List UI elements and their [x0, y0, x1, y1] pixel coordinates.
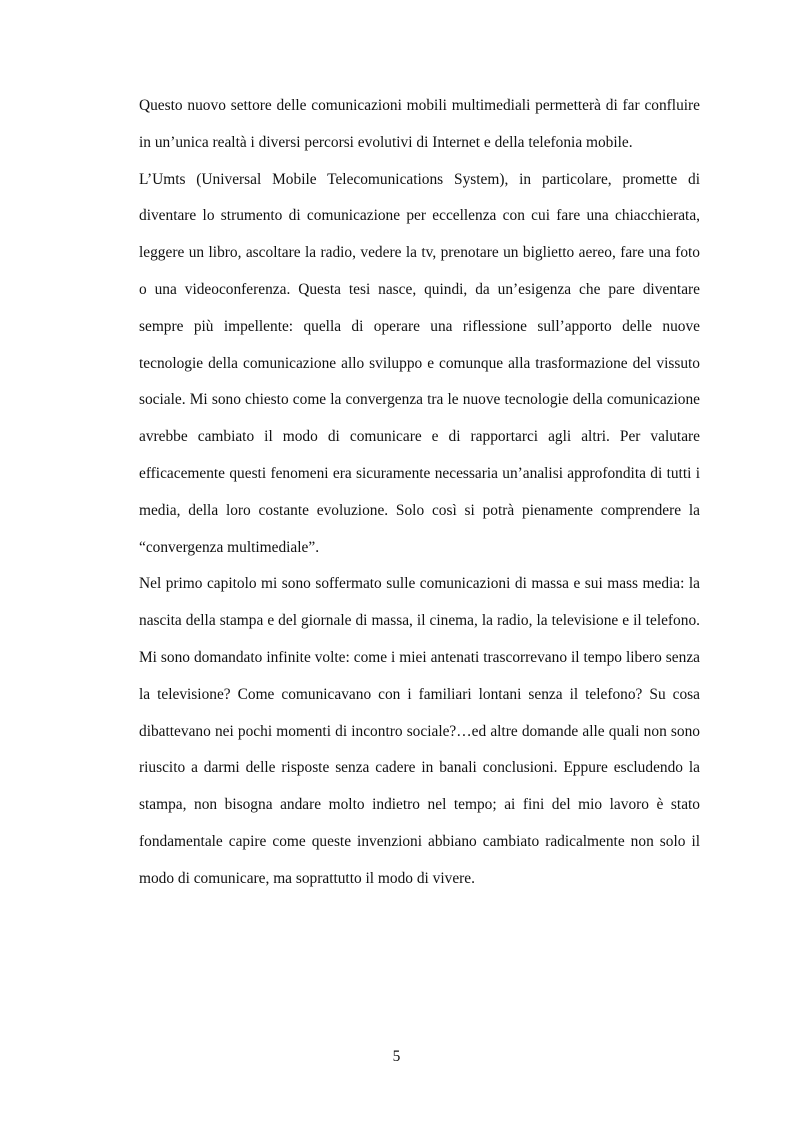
page-number: 5: [392, 1048, 401, 1065]
paragraph-umts-intro: Questo nuovo settore delle comunicazioni mobili multimediali permetterà di far confluire in un’unica realtà i diversi percorsi evolutivi di Internet e della telefonia mobile.: [139, 97, 700, 151]
body-text: [139, 88, 700, 898]
paragraph-first-chapter: Nel primo capitolo mi sono soffermato sulle comunicazioni di massa e sui mass media: la nascita della stampa e del giornale di massa, il cinema, la radio, la televisione e il telefono. Mi sono domandato infinite volte: come i miei antenati trascorrevano il tempo libero senza la televisione? Come comunicavano con i familiari lontani senza il telefono? Su cosa dibattevano nei pochi momenti di incontro sociale?…ed altre domande alle quali non sono riuscito a darmi delle risposte senza cadere in banali conclusioni. Eppure escludendo la stampa, non bisogna andare molto indietro nel tempo; ai fini del mio lavoro è stato fondamentale capire come queste invenzioni abbiano cambiato radicalmente non solo il modo di comunicare, ma soprattutto il modo di vivere.: [139, 575, 700, 887]
paragraph-umts-thesis: L’Umts (Universal Mobile Telecomunications System), in particolare, promette di diventare lo strumento di comunicazione per eccellenza con cui fare una chiacchierata, leggere un libro, ascoltare la radio, vedere la tv, prenotare un biglietto aereo, fare una foto o una videoconferenza. Questa tesi nasce, quindi, da un’esigenza che pare diventare sempre più impellente: quella di operare una riflessione sull’apporto delle nuove tecnologie della comunicazione allo sviluppo e comunque alla trasformazione del vissuto sociale. Mi sono chiesto come la convergenza tra le nuove tecnologie della comunicazione avrebbe cambiato il modo di comunicare e di rapportarci agli altri. Per valutare efficacemente questi fenomeni era sicuramente necessaria un’analisi approfondita di tutti i media, della loro costante evoluzione. Solo così si potrà pienamente comprendere la “convergenza multimediale”.: [139, 170, 700, 556]
